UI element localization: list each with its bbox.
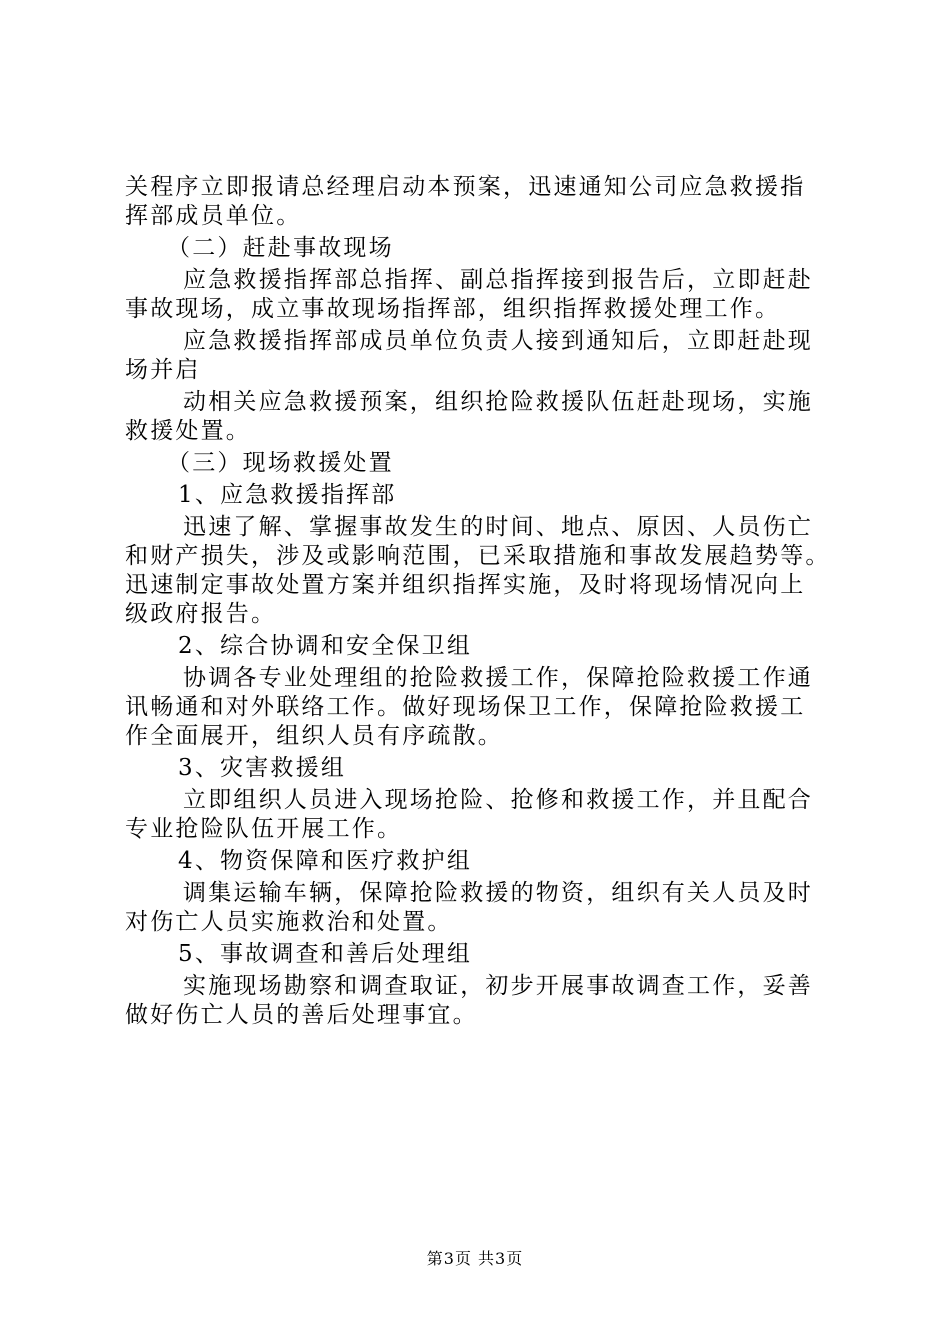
text-line: 迅速制定事故处置方案并组织指挥实施，及时将现场情况向上	[125, 572, 806, 598]
text-line: 协调各专业处理组的抢险救援工作，保障抢险救援工作通	[183, 665, 813, 691]
text-line: 和财产损失，涉及或影响范围，已采取措施和事故发展趋势等。	[125, 543, 831, 569]
subsection-heading: 1、应急救援指挥部	[178, 482, 397, 508]
text-line: 立即组织人员进入现场抢险、抢修和救援工作，并且配合	[183, 787, 813, 813]
text-line: 对伤亡人员实施救治和处置。	[125, 909, 453, 935]
text-line: 做好伤亡人员的善后处理事宜。	[125, 1002, 478, 1028]
page-number-footer: 第3页 共3页	[426, 1249, 524, 1268]
section-heading: （三）现场救援处置	[167, 450, 394, 476]
subsection-heading: 4、物资保障和医疗救护组	[178, 848, 473, 874]
text-line: 场并启	[125, 357, 201, 383]
subsection-heading: 3、灾害救援组	[178, 755, 347, 781]
text-line: 实施现场勘察和调查取证，初步开展事故调查工作，妥善	[183, 973, 813, 999]
subsection-heading: 2、综合协调和安全保卫组	[178, 633, 473, 659]
text-line: 应急救援指挥部成员单位负责人接到通知后，立即赶赴现	[183, 328, 813, 354]
text-line: 迅速了解、掌握事故发生的时间、地点、原因、人员伤亡	[183, 514, 813, 540]
text-line: 讯畅通和对外联络工作。做好现场保卫工作，保障抢险救援工	[125, 694, 806, 720]
document-body	[125, 173, 845, 1030]
text-line: 级政府报告。	[125, 601, 277, 627]
text-line: 事故现场，成立事故现场指挥部，组织指挥救援处理工作。	[125, 296, 781, 322]
text-line: 专业抢险队伍开展工作。	[125, 816, 403, 842]
subsection-heading: 5、事故调查和善后处理组	[178, 941, 473, 967]
text-line: 调集运输车辆，保障抢险救援的物资，组织有关人员及时	[183, 880, 813, 906]
text-line: 关程序立即报请总经理启动本预案，迅速通知公司应急救援指	[125, 174, 806, 200]
text-line: 应急救援指挥部总指挥、副总指挥接到报告后，立即赶赴	[183, 267, 813, 293]
text-line: 救援处置。	[125, 418, 251, 444]
text-line: 动相关应急救援预案，组织抢险救援队伍赶赴现场，实施	[183, 389, 813, 415]
text-line: 作全面展开，组织人员有序疏散。	[125, 723, 503, 749]
text-line: 挥部成员单位。	[125, 203, 302, 229]
section-heading: （二）赶赴事故现场	[167, 235, 394, 261]
